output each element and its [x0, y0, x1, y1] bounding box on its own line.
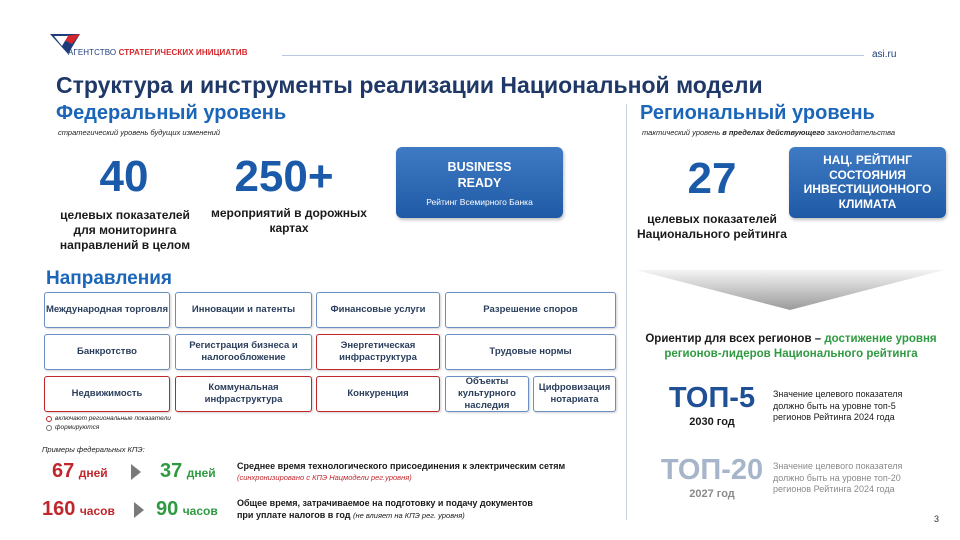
orient-text-a: Ориентир для всех регионов –: [645, 333, 825, 345]
tile-cultural-heritage: Объекты культурного наследия: [445, 376, 529, 412]
top20-label: ТОП-20: [660, 454, 764, 486]
tile-energy-infrastructure: Энергетическая инфраструктура: [316, 334, 440, 370]
tile-real-estate: Недвижимость: [44, 376, 170, 412]
directions-title: Направления: [46, 268, 172, 289]
kpi2-from-unit: часов: [79, 504, 115, 518]
kpi1-from-value: 67: [52, 460, 75, 482]
top20-description: Значение целевого показателя должно быть на уровне топ-20 регионов Рейтинга 2024 года: [773, 461, 903, 494]
chevron-down-icon: [636, 270, 944, 310]
arrow-right-icon: [131, 464, 141, 480]
kpi1-note: (синхронизировано с КПЭ Нацмодели рег.уровня): [237, 473, 412, 482]
tile-competition: Конкуренция: [316, 376, 440, 412]
logo-prefix: АГЕНТСТВО: [68, 48, 119, 57]
arrow-right-icon: [134, 502, 144, 518]
page-title: Структура и инструменты реализации Национальной модели: [56, 72, 763, 98]
tile-financial-services: Финансовые услуги: [316, 292, 440, 328]
tile-business-registration: Регистрация бизнеса и налогообложение: [175, 334, 312, 370]
legend-regional: [46, 415, 171, 422]
kpi1-from: [52, 460, 108, 483]
header-divider: [282, 55, 864, 56]
regional-subtitle-c: законодательства: [824, 128, 896, 137]
tile-dispute-resolution: Разрешение споров: [445, 292, 616, 328]
kpi1-description: [237, 460, 565, 484]
regional-subtitle: [642, 128, 895, 137]
kpi2-from: [42, 498, 115, 521]
tile-innovation-patents: Инновации и патенты: [175, 292, 312, 328]
nat-rating-title: НАЦ. РЕЙТИНГ СОСТОЯНИЯ ИНВЕСТИЦИОННОГО КЛИМАТА: [803, 153, 932, 211]
business-ready-sub: Рейтинг Всемирного Банка: [426, 197, 533, 207]
stat-27-caption: целевых показателей Национального рейтинга: [637, 212, 787, 241]
tile-international-trade: Международная торговля: [44, 292, 170, 328]
tile-bankruptcy: Банкротство: [44, 334, 170, 370]
red-circle-icon: [46, 416, 52, 422]
logo-text: [68, 48, 248, 57]
gray-circle-icon: [46, 425, 52, 431]
stat-27-value: 27: [687, 154, 737, 203]
stat-40-caption: целевых показателей для мониторинга направлений в целом: [59, 208, 191, 252]
stat-250-value: 250+: [234, 152, 334, 201]
regional-title: Региональный уровень: [640, 102, 875, 124]
kpi1-from-unit: дней: [78, 466, 108, 480]
regional-subtitle-a: тактический уровень: [642, 128, 723, 137]
business-ready-title: BUSINESS READY: [447, 160, 512, 190]
kpi2-to-unit: часов: [182, 504, 218, 518]
kpi1-desc-text: Среднее время технологического присоединения к электрическим сетям: [237, 461, 566, 471]
logo-bold: СТРАТЕГИЧЕСКИХ ИНИЦИАТИВ: [118, 48, 248, 57]
kpi2-desc-line2: [237, 509, 533, 522]
federal-title: Федеральный уровень: [56, 102, 287, 124]
column-divider: [626, 104, 627, 520]
regional-subtitle-b: в пределах действующего: [722, 128, 825, 137]
tile-communal-infrastructure: Коммунальная инфраструктура: [175, 376, 312, 412]
legend-regional-text: включают региональные показатели: [55, 415, 171, 422]
kpi1-to-unit: дней: [186, 466, 216, 480]
stat-40-value: 40: [99, 152, 149, 201]
top20-year: 2027 год: [689, 488, 735, 500]
orient-text-b: достижение уровня регионов-лидеров Национального рейтинга: [664, 333, 937, 360]
page-number: 3: [934, 514, 940, 524]
business-ready-box: [396, 147, 563, 218]
site-link[interactable]: asi.ru: [872, 49, 897, 60]
legend-forming-text: формируются: [55, 424, 100, 431]
stat-250-caption: мероприятий в дорожных картах: [211, 206, 367, 235]
legend-forming: [46, 424, 99, 431]
kpi2-to: [156, 498, 218, 521]
top5-description: Значение целевого показателя должно быть на уровне топ-5 регионов Рейтинга 2024 года: [773, 389, 903, 422]
nat-rating-box: [789, 147, 946, 218]
kpi2-description: [237, 497, 533, 522]
tile-labor-norms: Трудовые нормы: [445, 334, 616, 370]
tile-notary-digitalization: Цифровизация нотариата: [533, 376, 616, 412]
examples-title: Примеры федеральных КПЭ:: [42, 445, 145, 454]
kpi1-to: [160, 460, 216, 483]
federal-subtitle: стратегический уровень будущих изменений: [58, 128, 221, 137]
top5-year: 2030 год: [689, 416, 735, 428]
kpi2-note: (не влияет на КПЭ рег. уровня): [353, 511, 465, 520]
kpi2-desc-line2-text: при уплате налогов в год: [237, 510, 351, 520]
top5-label: ТОП-5: [668, 382, 756, 414]
orient-text: [632, 332, 950, 362]
kpi2-desc-line1: Общее время, затрачиваемое на подготовку и подачу документов: [237, 498, 533, 508]
kpi2-from-value: 160: [42, 498, 76, 520]
kpi2-to-value: 90: [156, 498, 179, 520]
kpi1-to-value: 37: [160, 460, 183, 482]
